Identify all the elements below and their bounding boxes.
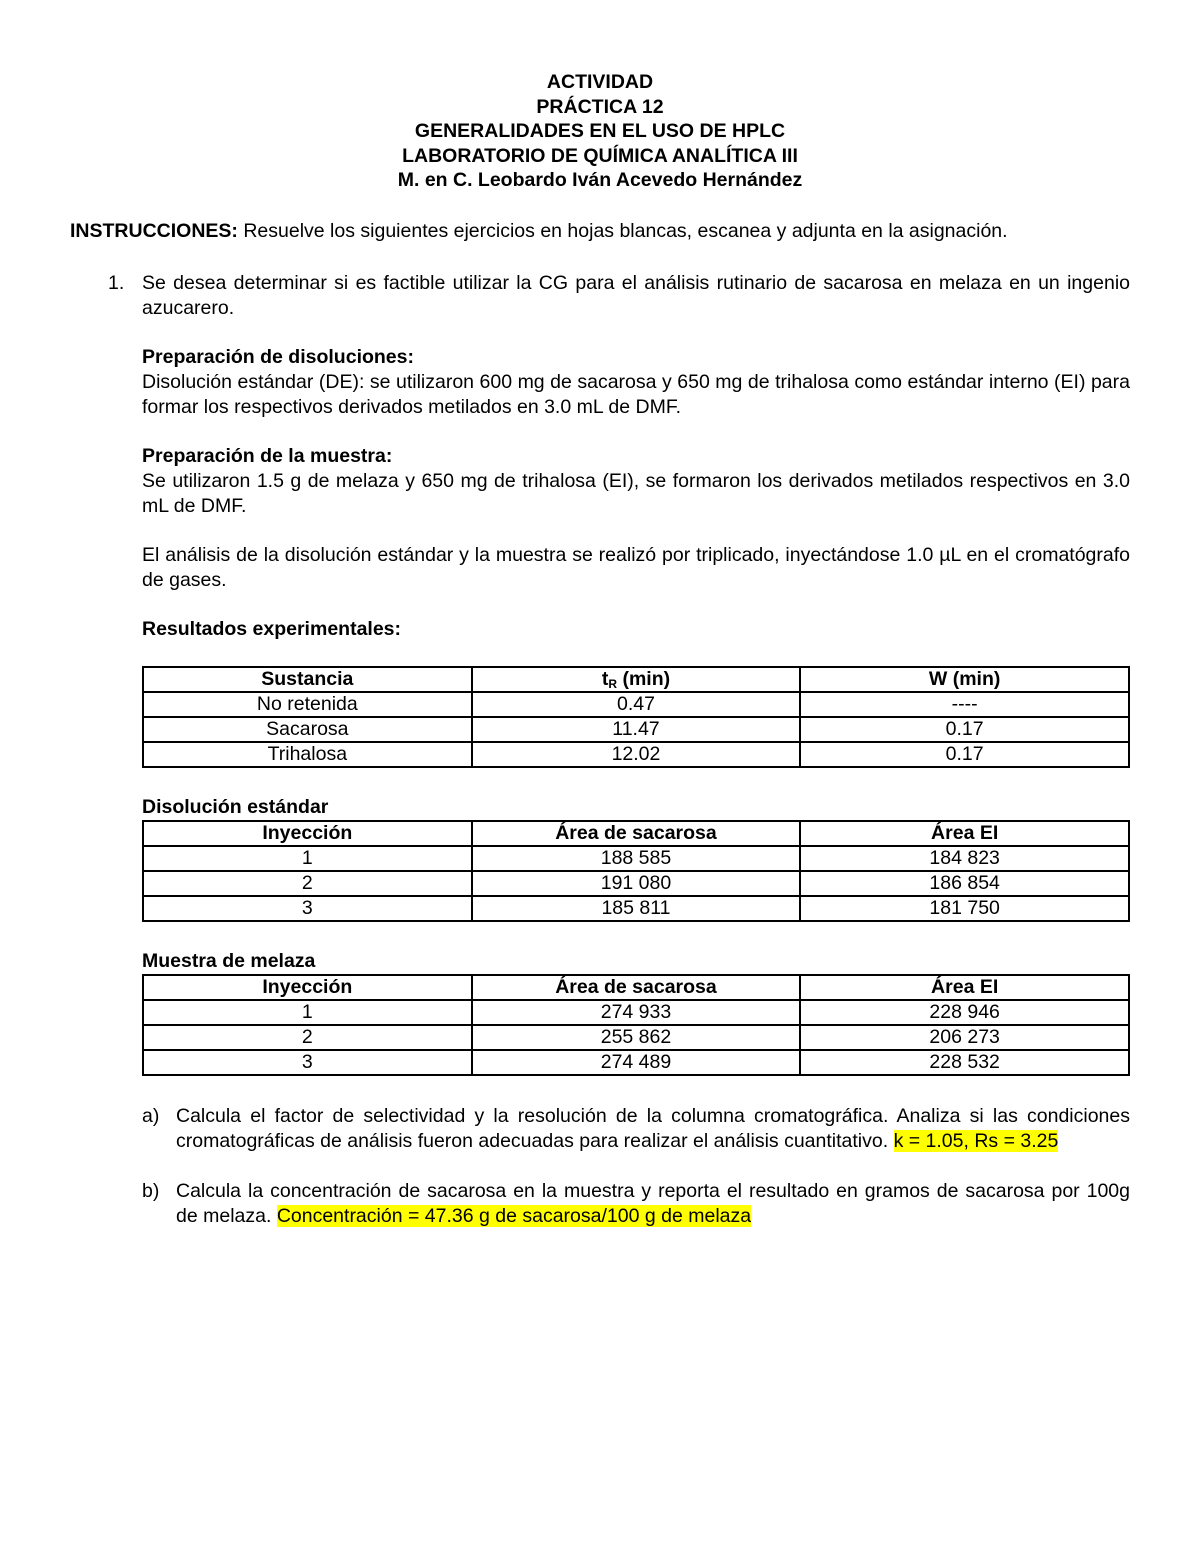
table-header-cell: Inyección bbox=[143, 821, 472, 846]
table-cell: 1 bbox=[143, 1000, 472, 1025]
table-header-cell: Área EI bbox=[800, 975, 1129, 1000]
table-header-cell: Área EI bbox=[800, 821, 1129, 846]
table-row bbox=[143, 1025, 1129, 1050]
table-cell: 274 933 bbox=[472, 1000, 801, 1025]
table-cell: 274 489 bbox=[472, 1050, 801, 1075]
header-author: M. en C. Leobardo Iván Acevedo Hernández bbox=[397, 169, 803, 191]
table-row bbox=[143, 1000, 1129, 1025]
table-cell: 3 bbox=[143, 896, 472, 921]
header-practice: PRÁCTICA 12 bbox=[536, 95, 664, 118]
table-row bbox=[143, 692, 1129, 717]
table-cell: 0.17 bbox=[800, 717, 1129, 742]
analysis-text: El análisis de la disolución estándar y la muestra se realizó por triplicado, inyectándose 1.0 µL en el cromatógrafo de gases. bbox=[142, 544, 1130, 591]
header-lab: LABORATORIO DE QUÍMICA ANALÍTICA III bbox=[402, 144, 798, 167]
table-header-row bbox=[143, 667, 1129, 692]
table-header-cell: Área de sacarosa bbox=[472, 821, 801, 846]
question-a-label: a) bbox=[142, 1105, 160, 1127]
instructions bbox=[70, 219, 1140, 244]
table-cell: 186 854 bbox=[800, 871, 1129, 896]
table-cell: 12.02 bbox=[472, 742, 801, 767]
table-cell: 181 750 bbox=[800, 896, 1129, 921]
table-cell: 191 080 bbox=[472, 871, 801, 896]
table-header-cell bbox=[472, 667, 801, 692]
sample-table-title: Muestra de melaza bbox=[142, 950, 316, 972]
header-topic: GENERALIDADES EN EL USO DE HPLC bbox=[414, 120, 786, 142]
table-header-row bbox=[143, 975, 1129, 1000]
tr-subscript: R bbox=[608, 677, 618, 691]
prep-dissolutions-title: Preparación de disoluciones: bbox=[142, 346, 414, 368]
retention-table bbox=[142, 666, 1130, 768]
table-cell: 228 946 bbox=[800, 1000, 1129, 1025]
table-header-row bbox=[143, 821, 1129, 846]
table-cell: 3 bbox=[143, 1050, 472, 1075]
standard-table-title: Disolución estándar bbox=[142, 796, 329, 818]
header-activity: ACTIVIDAD bbox=[546, 71, 654, 93]
question-b-text: Calcula la concentración de sacarosa en la muestra y reporta el resultado en gramos de sacarosa por 100g de melaza. bbox=[176, 1180, 1130, 1227]
question-b-label: b) bbox=[142, 1180, 160, 1202]
exercise-number: 1. bbox=[108, 272, 125, 294]
question-a-answer: k = 1.05, Rs = 3.25 bbox=[893, 1130, 1059, 1152]
question-b bbox=[176, 1179, 1130, 1229]
exercise-intro: Se desea determinar si es factible utilizar la CG para el análisis rutinario de sacarosa en melaza en un ingenio azucarero. bbox=[142, 272, 1130, 319]
table-row bbox=[143, 846, 1129, 871]
table-cell: Trihalosa bbox=[143, 742, 472, 767]
table-header-cell: Inyección bbox=[143, 975, 472, 1000]
table-header-cell: Área de sacarosa bbox=[472, 975, 801, 1000]
sample-table bbox=[142, 974, 1130, 1076]
question-a bbox=[176, 1104, 1130, 1154]
table-cell: 184 823 bbox=[800, 846, 1129, 871]
table-row bbox=[143, 896, 1129, 921]
table-cell: 11.47 bbox=[472, 717, 801, 742]
table-row bbox=[143, 1050, 1129, 1075]
table-header-cell: W (min) bbox=[800, 667, 1129, 692]
prep-sample-title: Preparación de la muestra: bbox=[142, 445, 393, 467]
table-cell: 2 bbox=[143, 1025, 472, 1050]
table-row bbox=[143, 742, 1129, 767]
tr-unit: (min) bbox=[617, 668, 671, 690]
table-cell: 1 bbox=[143, 846, 472, 871]
table-cell: 0.17 bbox=[800, 742, 1129, 767]
prep-sample-text: Se utilizaron 1.5 g de melaza y 650 mg de trihalosa (EI), se formaron los derivados metilados respectivos en 3.0 mL de DMF. bbox=[142, 470, 1130, 517]
instructions-label: INSTRUCCIONES: bbox=[70, 220, 238, 242]
question-b-answer: Concentración = 47.36 g de sacarosa/100 g de melaza bbox=[276, 1205, 752, 1227]
prep-dissolutions-text: Disolución estándar (DE): se utilizaron 600 mg de sacarosa y 650 mg de trihalosa como estándar interno (EI) para formar los respectivos derivados metilados en 3.0 mL de DMF. bbox=[142, 371, 1130, 418]
instructions-text: Resuelve los siguientes ejercicios en hojas blancas, escanea y adjunta en la asignación. bbox=[237, 220, 1008, 242]
tr-symbol: t bbox=[601, 668, 609, 690]
table-cell: 228 532 bbox=[800, 1050, 1129, 1075]
table-cell: 2 bbox=[143, 871, 472, 896]
table-cell: ---- bbox=[800, 692, 1129, 717]
document-header bbox=[0, 70, 1200, 193]
table-cell: 255 862 bbox=[472, 1025, 801, 1050]
question-a-text: Calcula el factor de selectividad y la resolución de la columna cromatográfica. Analiza si las condiciones cromatográficas de análisis fueron adecuadas para realizar el análisis cuantitativo. bbox=[176, 1105, 1130, 1152]
table-cell: 0.47 bbox=[472, 692, 801, 717]
table-cell: 185 811 bbox=[472, 896, 801, 921]
table-row bbox=[143, 717, 1129, 742]
standard-table bbox=[142, 820, 1130, 922]
table-cell: No retenida bbox=[143, 692, 472, 717]
results-title: Resultados experimentales: bbox=[142, 618, 402, 640]
table-cell: Sacarosa bbox=[143, 717, 472, 742]
table-header-cell: Sustancia bbox=[143, 667, 472, 692]
table-cell: 188 585 bbox=[472, 846, 801, 871]
table-row bbox=[143, 871, 1129, 896]
table-cell: 206 273 bbox=[800, 1025, 1129, 1050]
